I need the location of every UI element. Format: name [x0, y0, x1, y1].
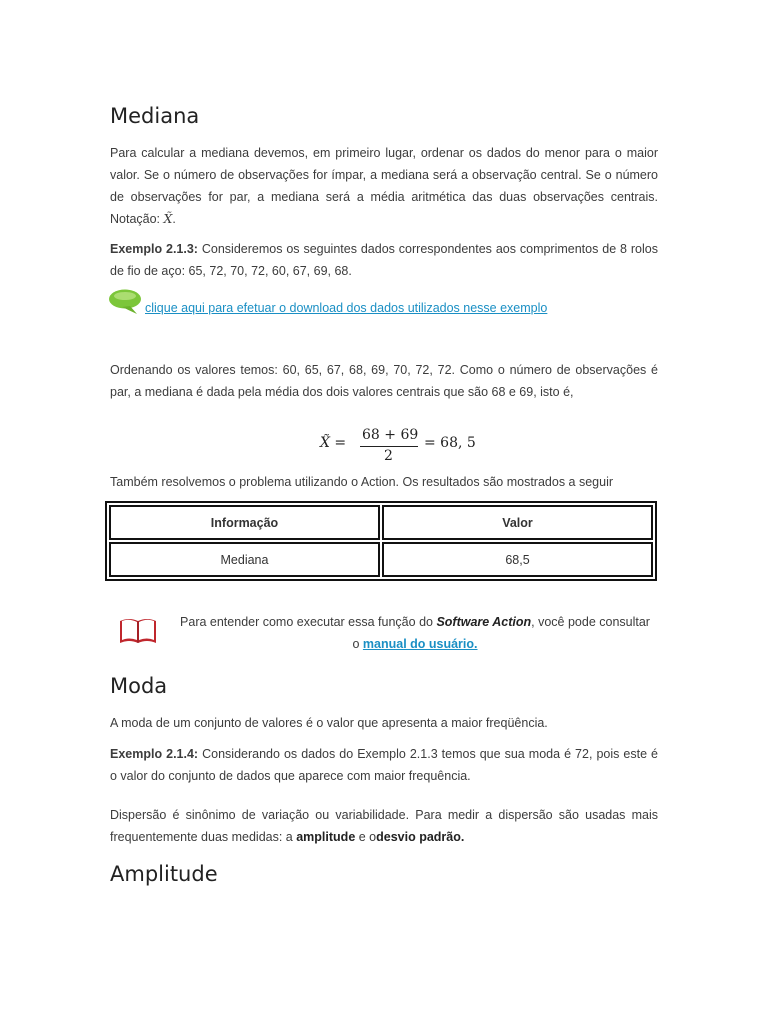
section-title-mediana: Mediana — [110, 104, 200, 128]
download-data-link[interactable]: clique aqui para efetuar o download dos dados utilizados nesse exemplo — [145, 301, 548, 315]
example-2-1-4: Exemplo 2.1.4: Considerando os dados do Exemplo 2.1.3 temos que sua moda é 72, pois este é o valor do conjunto de dados que aparece com maior frequência. — [110, 747, 658, 783]
speech-bubble-icon — [108, 288, 144, 321]
manual-note: Para entender como executar essa função do Software Action, você pode consultar o manual do usuário. — [180, 615, 650, 651]
moda-definition: A moda de um conjunto de valores é o valor que apresenta a maior freqüência. — [110, 716, 548, 730]
table-row — [109, 542, 653, 577]
book-icon — [118, 615, 158, 652]
table-header-row — [109, 505, 653, 540]
mediana-intro: Para calcular a mediana devemos, em primeiro lugar, ordenar os dados do menor para o maior valor. Se o número de observações for ímpar, a mediana será a observação central. Se o número de observações for par, a mediana será a média aritmética das duas observações centrais. Notação: X̃. — [110, 146, 658, 226]
action-paragraph: Também resolvemos o problema utilizando o Action. Os resultados são mostrados a seguir — [110, 475, 614, 489]
notation-symbol: X̃ — [163, 211, 173, 226]
results-table — [105, 501, 657, 581]
table-header-cell: Informação — [109, 505, 380, 540]
table-cell: Mediana — [109, 542, 380, 577]
formula-numerator: 68 + 69 — [362, 427, 419, 443]
section-title-amplitude: Amplitude — [110, 862, 218, 886]
section-title-moda: Moda — [110, 674, 168, 698]
table-header-cell: Valor — [382, 505, 653, 540]
dispersion-paragraph: Dispersão é sinônimo de variação ou variabilidade. Para medir a dispersão são usadas mais frequentemente duas medidas: a amplitude e odesvio padrão. — [110, 808, 658, 844]
ordering-paragraph: Ordenando os valores temos: 60, 65, 67, 68, 69, 70, 72, 72. Como o número de observações é par, a mediana é dada pela média dos dois valores centrais que são 68 e 69, isto é, — [110, 363, 658, 399]
example-2-1-3: Exemplo 2.1.3: Consideremos os seguintes dados correspondentes aos comprimentos de 8 rolos de fio de aço: 65, 72, 70, 72, 60, 67, 69, 68. — [110, 242, 658, 278]
fraction-bar — [360, 446, 418, 447]
user-manual-link[interactable]: manual do usuário. — [362, 637, 478, 651]
formula-denominator: 2 — [384, 448, 393, 464]
table-cell: 68,5 — [382, 542, 653, 577]
